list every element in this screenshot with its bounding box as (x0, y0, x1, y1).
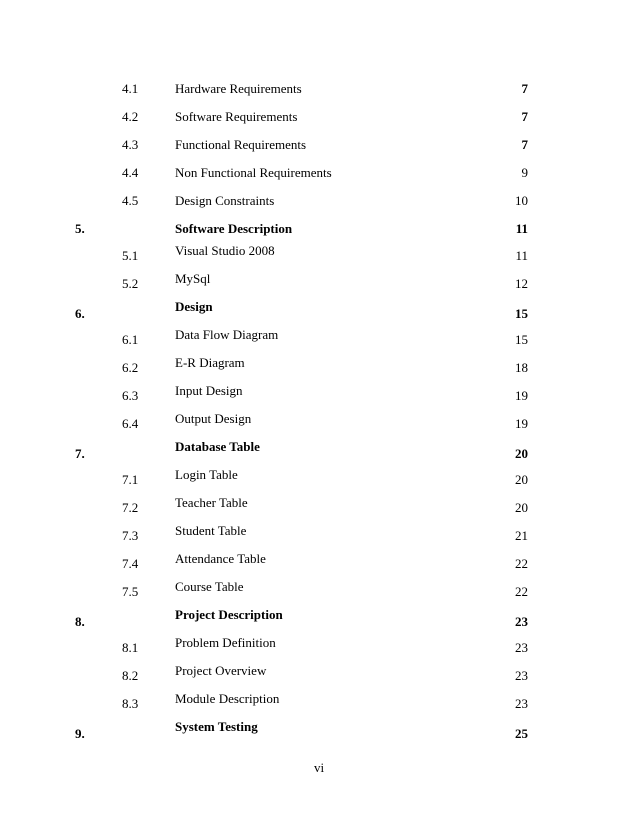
toc-entry-title: Software Description (175, 221, 293, 236)
toc-entry-number: 8.3 (122, 696, 139, 711)
toc-entry-number: 8.2 (122, 668, 139, 683)
toc-section-row (0, 635, 638, 655)
page-number: vi (313, 760, 325, 775)
toc-entry-number: 4.5 (122, 193, 139, 208)
toc-entry-title: Database Table (175, 439, 260, 454)
toc-entry-page: 12 (515, 276, 528, 291)
toc-entry-number: 5.1 (122, 248, 139, 263)
toc-entry-number: 8. (75, 614, 85, 629)
toc-section-row (0, 383, 638, 403)
toc-entry-page: 23 (515, 640, 528, 655)
toc-entry-title: Output Design (175, 411, 252, 426)
toc-entry-number: 4.1 (122, 81, 139, 96)
toc-entry-number: 6. (75, 306, 85, 321)
toc-entry-page: 7 (521, 137, 528, 152)
toc-section-row (0, 193, 638, 213)
toc-entry-number: 8.1 (122, 640, 139, 655)
toc-entry-page: 25 (515, 726, 528, 741)
toc-entry-page: 23 (515, 696, 528, 711)
toc-entry-title: Teacher Table (175, 495, 248, 510)
toc-section-row (0, 137, 638, 157)
toc-entry-title: Problem Definition (175, 635, 276, 650)
toc-entry-title: Login Table (175, 467, 238, 482)
toc-entry-number: 5. (75, 221, 85, 236)
toc-entry-page: 9 (521, 165, 528, 180)
toc-section-row (0, 243, 638, 263)
toc-entry-number: 4.4 (122, 165, 139, 180)
toc-entry-page: 15 (515, 332, 528, 347)
toc-section-row (0, 411, 638, 431)
toc-entry-number: 9. (75, 726, 85, 741)
toc-entry-number: 6.1 (122, 332, 139, 347)
toc-entry-title: Data Flow Diagram (175, 327, 279, 342)
toc-entry-page: 22 (515, 584, 528, 599)
toc-section-row (0, 271, 638, 291)
toc-chapter-row (0, 439, 638, 459)
toc-entry-title: Non Functional Requirements (175, 165, 332, 180)
toc-entry-title: Attendance Table (175, 551, 266, 566)
toc-entry-title: System Testing (175, 719, 258, 734)
toc-section-row (0, 663, 638, 683)
toc-entry-page: 11 (515, 248, 528, 263)
toc-entry-page: 20 (515, 472, 528, 487)
toc-entry-page: 23 (515, 668, 528, 683)
toc-entry-title: Course Table (175, 579, 244, 594)
toc-entry-title: Input Design (175, 383, 243, 398)
toc-entry-page: 7 (521, 109, 528, 124)
toc-entry-page: 18 (515, 360, 528, 375)
toc-entry-title: Design Constraints (175, 193, 275, 208)
toc-section-row (0, 165, 638, 185)
toc-section-row (0, 551, 638, 571)
toc-entry-number: 7. (75, 446, 85, 461)
toc-entry-page: 23 (515, 614, 528, 629)
toc-entry-number: 6.2 (122, 360, 139, 375)
toc-section-row (0, 81, 638, 101)
toc-entry-page: 21 (515, 528, 528, 543)
toc-entry-title: Module Description (175, 691, 280, 706)
toc-chapter-row (0, 607, 638, 627)
toc-section-row (0, 327, 638, 347)
toc-entry-number: 6.3 (122, 388, 139, 403)
toc-entry-title: MySql (175, 271, 211, 286)
toc-section-row (0, 109, 638, 129)
toc-entry-title: Software Requirements (175, 109, 298, 124)
toc-entry-title: Project Description (175, 607, 283, 622)
toc-entry-page: 19 (515, 388, 528, 403)
toc-entry-page: 19 (515, 416, 528, 431)
toc-entry-page: 22 (515, 556, 528, 571)
toc-entry-number: 5.2 (122, 276, 139, 291)
toc-entry-page: 20 (515, 500, 528, 515)
toc-chapter-row (0, 299, 638, 319)
toc-section-row (0, 495, 638, 515)
toc-entry-title: E-R Diagram (175, 355, 245, 370)
toc-entry-page: 10 (515, 193, 528, 208)
toc-chapter-row (0, 719, 638, 739)
toc-section-row (0, 523, 638, 543)
toc-entry-page: 20 (515, 446, 528, 461)
toc-section-row (0, 691, 638, 711)
toc-entry-number: 7.1 (122, 472, 139, 487)
toc-entry-number: 7.2 (122, 500, 139, 515)
toc-entry-number: 7.3 (122, 528, 139, 543)
toc-entry-title: Visual Studio 2008 (175, 243, 275, 258)
toc-entry-title: Functional Requirements (175, 137, 307, 152)
toc-entry-number: 7.4 (122, 556, 139, 571)
toc-section-row (0, 355, 638, 375)
toc-entry-title: Hardware Requirements (175, 81, 302, 96)
toc-entry-page: 7 (521, 81, 528, 96)
toc-entry-page: 11 (515, 221, 528, 236)
toc-entry-title: Student Table (175, 523, 247, 538)
toc-entry-title: Project Overview (175, 663, 267, 678)
toc-entry-page: 15 (515, 306, 528, 321)
toc-section-row (0, 579, 638, 599)
toc-entry-number: 7.5 (122, 584, 139, 599)
toc-entry-number: 4.2 (122, 109, 139, 124)
toc-section-row (0, 467, 638, 487)
toc-entry-number: 6.4 (122, 416, 139, 431)
toc-entry-title: Design (175, 299, 213, 314)
toc-entry-number: 4.3 (122, 137, 139, 152)
toc-chapter-row (0, 221, 638, 241)
